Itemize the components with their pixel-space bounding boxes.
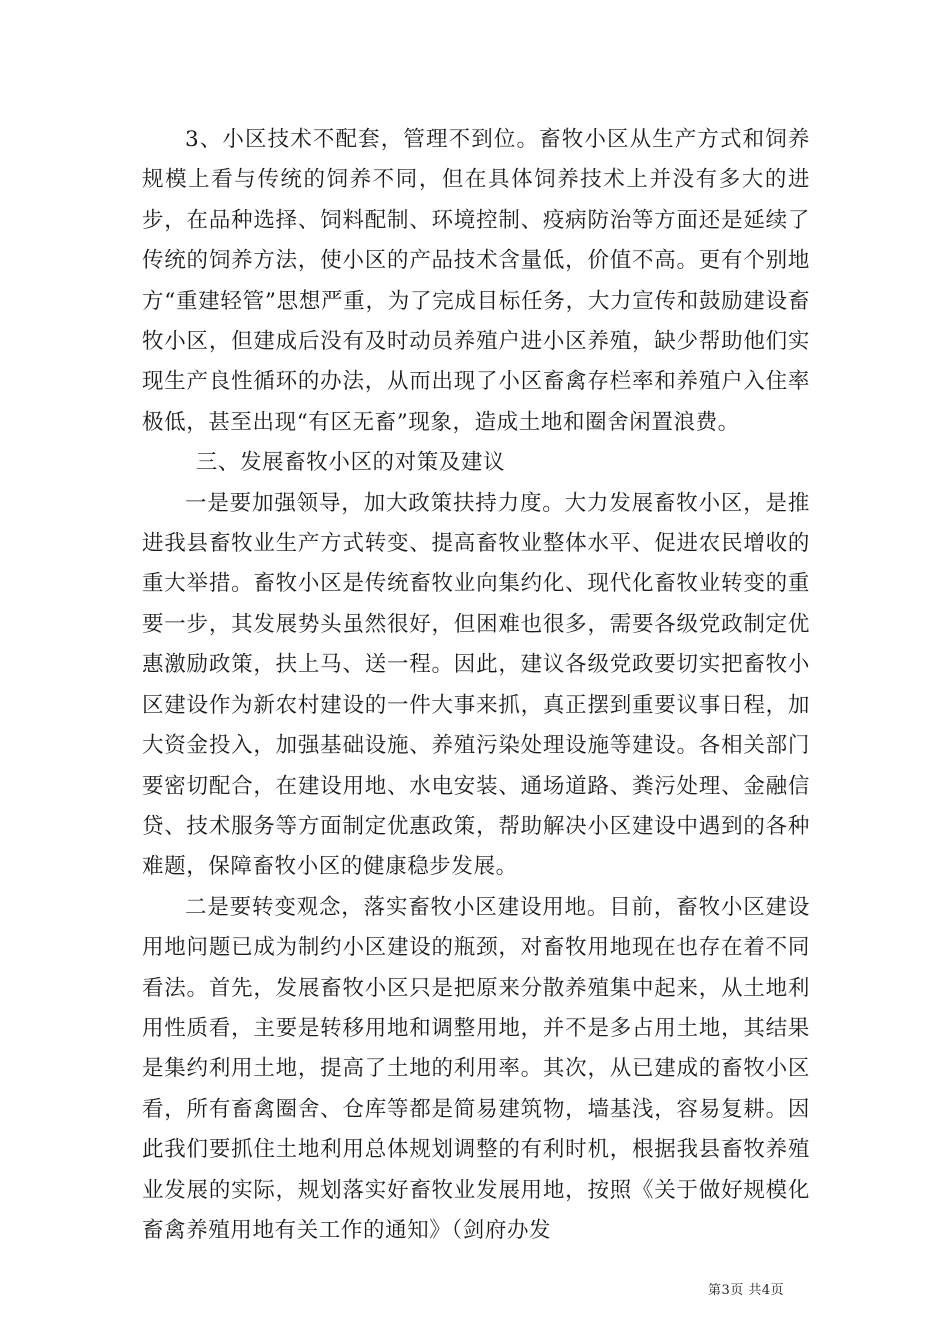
paragraph-leadership-policy: 一是要加强领导，加大政策扶持力度。大力发展畜牧小区，是推进我县畜牧业生产方式转变、提高畜牧业整体水平、促进农民增收的重大举措。畜牧小区是传统畜牧业向集约化、现代化畜牧业转变的重要一步，其发展势头虽然很好，但困难也很多，需要各级党政制定优惠激励政策，扶上马、送一程。因此，建议各级党政要切实把畜牧小区建设作为新农村建设的一件大事来抓，真正摆到重要议事日程，加大资金投入，加强基础设施、养殖污染处理设施等建设。各相关部门要密切配合，在建设用地、水电安装、通场道路、粪污处理、金融信贷、技术服务等方面制定优惠政策，帮助解决小区建设中遇到的各种难题，保障畜牧小区的健康稳步发展。 [142, 490, 810, 880]
paragraph-technology-issues: 3、小区技术不配套，管理不到位。畜牧小区从生产方式和饲养规模上看与传统的饲养不同，但在具体饲养技术上并没有多大的进步，在品种选择、饲料配制、环境控制、疫病防治等方面还是延续了传统的饲养方法，使小区的产品技术含量低，价值不高。更有个别地方“重建轻管”思想严重，为了完成目标任务，大力宣传和鼓励建设畜牧小区，但建成后没有及时动员养殖户进小区养殖，缺少帮助他们实现生产良性循环的办法，从而出现了小区畜禽存栏率和养殖户入住率极低，甚至出现“有区无畜”现象，造成土地和圈舍闲置浪费。 [142, 127, 810, 435]
page-number-footer: 第3页 共4页 [708, 1283, 785, 1298]
paragraph-land-use: 二是要转变观念，落实畜牧小区建设用地。目前，畜牧小区建设用地问题已成为制约小区建设的瓶颈，对畜牧用地现在也存在着不同看法。首先，发展畜牧小区只是把原来分散养殖集中起来，从土地利用性质看，主要是转移用地和调整用地，并不是多占用土地，其结果是集约利用土地，提高了土地的利用率。其次，从已建成的畜牧小区看，所有畜禽圈舍、仓库等都是简易建筑物，墙基浅，容易复耕。因此我们要抓住土地利用总体规划调整的有利时机，根据我县畜牧养殖业发展的实际，规划落实好畜牧业发展用地，按照《关于做好规模化畜禽养殖用地有关工作的通知》（剑府办发 [142, 894, 810, 1243]
section-heading-countermeasures: 三、发展畜牧小区的对策及建议 [195, 450, 506, 476]
document-body [142, 120, 810, 1251]
